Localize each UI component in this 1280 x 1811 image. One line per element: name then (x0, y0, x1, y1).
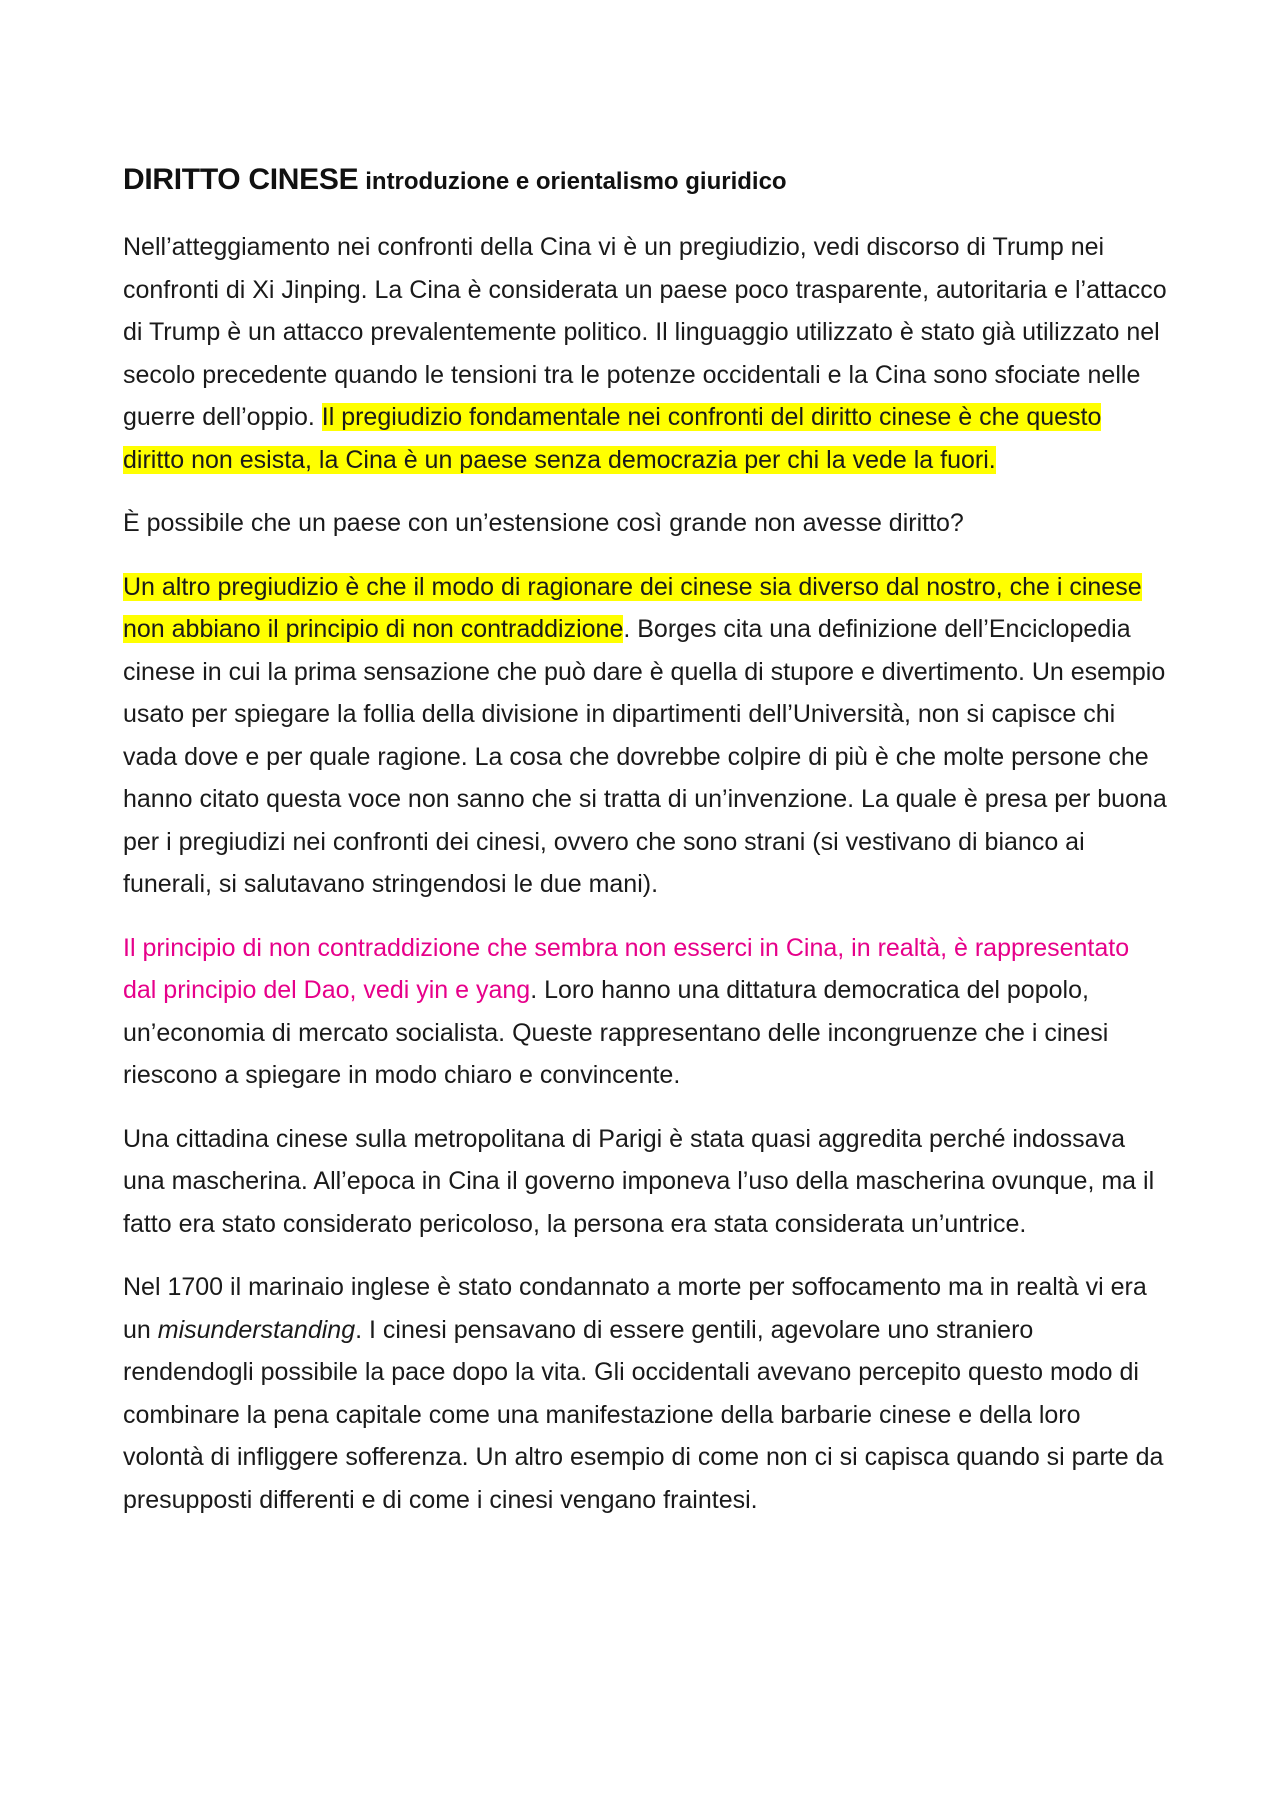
paragraph-6-text-b: . I cinesi pensavano di essere gentili, agevolare uno straniero rendendogli possibile la pace dopo la vita. Gli occidentali avevano percepito questo modo di combinare la pena capitale come una manifestazione della barbarie cinese e della loro volontà di infliggere sofferenza. Un altro esempio di come non ci si capisca quando si parte da presupposti differenti e di come i cinesi vengano fraintesi. (123, 1315, 1164, 1514)
paragraph-2 (123, 502, 1168, 545)
paragraph-4 (123, 927, 1168, 1097)
paragraph-5-text: Una cittadina cinese sulla metropolitana di Parigi è stata quasi aggredita perché indossava una mascherina. All’epoca in Cina il governo imponeva l’uso della mascherina ovunque, ma il fatto era stato considerato pericoloso, la persona era stata considerata un’untrice. (123, 1124, 1155, 1238)
paragraph-3 (123, 566, 1168, 906)
paragraph-4-colored-text: Il principio di non contraddizione che sembra non esserci in Cina, in realtà, è rappresentato dal principio del Dao, vedi yin e yang (123, 933, 1130, 1004)
page-title (123, 158, 1168, 204)
paragraph-6 (123, 1266, 1168, 1521)
document-body (123, 158, 1168, 1542)
paragraph-1-text: Nell’atteggiamento nei confronti della Cina vi è un pregiudizio, vedi discorso di Trump nei confronti di Xi Jinping. La Cina è considerata un paese poco trasparente, autoritaria e l’attacco di Trump è un attacco prevalentemente politico. Il linguaggio utilizzato è stato già utilizzato nel secolo precedente quando le tensioni tra le potenze occidentali e la Cina sono sfociate nelle guerre dell’oppio. (123, 233, 1167, 431)
paragraph-3-text: . Borges cita una definizione dell’Enciclopedia cinese in cui la prima sensazione che può dare è quella di stupore e divertimento. Un esempio usato per spiegare la follia della divisione in dipartimenti dell’Università, non si capisce chi vada dove e per quale ragione. La cosa che dovrebbe colpire di più è che molte persone che hanno citato questa voce non sanno che si tratta di un’invenzione. La quale è presa per buona per i pregiudizi nei confronti dei cinesi, ovvero che sono strani (si vestivano di bianco ai funerali, si salutavano stringendosi le due mani). (123, 615, 1167, 898)
title-subtitle: introduzione e orientalismo giuridico (365, 168, 787, 195)
paragraph-5 (123, 1118, 1168, 1246)
paragraph-6-text-a: Nel 1700 il marinaio inglese è stato condannato a morte per soffocamento ma in realtà vi era un (123, 1273, 1147, 1344)
paragraph-1-highlight: Il pregiudizio fondamentale nei confronti del diritto cinese è che questo diritto non esista, la Cina è un paese senza democrazia per chi la vede la fuori. (123, 403, 1102, 474)
paragraph-1 (123, 226, 1168, 481)
paragraph-3-highlight: Un altro pregiudizio è che il modo di ragionare dei cinese sia diverso dal nostro, che i cinese non abbiano il principio di non contraddizione (123, 572, 1142, 643)
paragraph-4-text: . Loro hanno una dittatura democratica del popolo, un’economia di mercato socialista. Queste rappresentano delle incongruenze che i cinesi riescono a spiegare in modo chiaro e convincente. (123, 976, 1109, 1089)
paragraph-6-italic: misunderstanding (157, 1315, 356, 1344)
title-main: DIRITTO CINESE (123, 163, 359, 196)
paragraph-2-text: È possibile che un paese con un’estensione così grande non avesse diritto? (123, 509, 964, 537)
